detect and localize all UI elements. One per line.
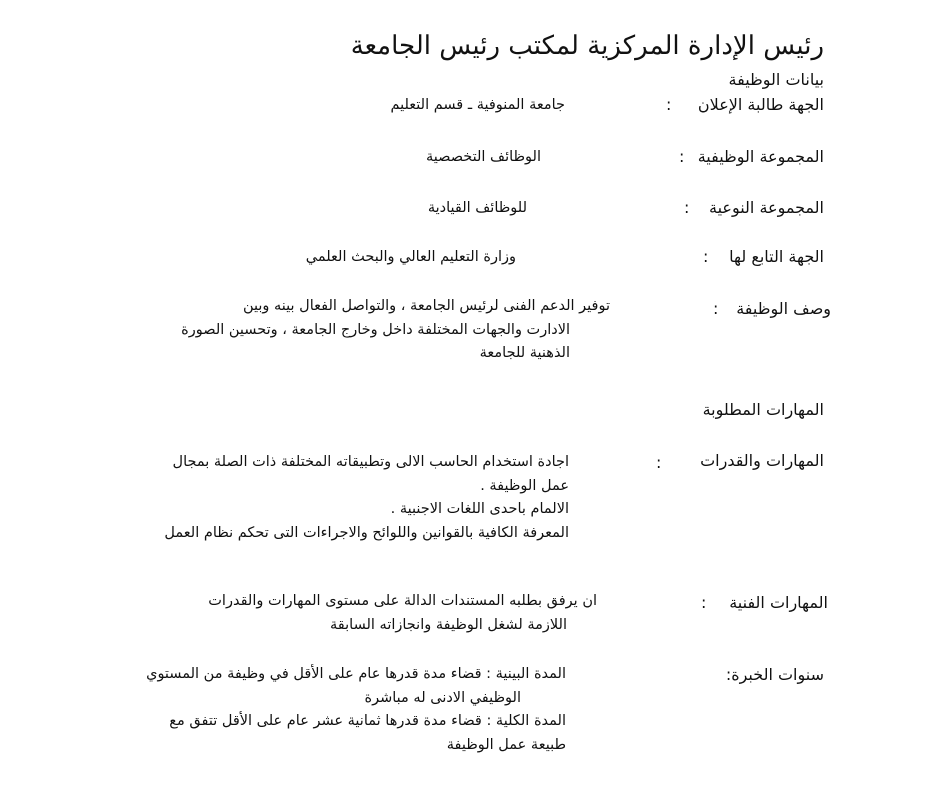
skills-line: المعرفة الكافية بالقوانين واللوائح والاجراءات التى تحكم نظام العمل — [164, 524, 569, 541]
type-group-colon: : — [684, 198, 690, 217]
experience-line: الوظيفي الادنى له مباشرة — [364, 689, 521, 706]
experience-value — [146, 663, 566, 757]
job-group-value: الوظائف التخصصية — [425, 149, 541, 165]
skills-line: اجادة استخدام الحاسب الالى وتطبيقاته المختلفة ذات الصلة بمجال — [172, 454, 569, 470]
authority-value: جامعة المنوفية ـ قسم التعليم — [390, 97, 565, 113]
description-line: توفير الدعم الفنى لرئيس الجامعة ، والتواصل الفعال بينه وبين — [242, 298, 610, 314]
description-value — [181, 295, 610, 366]
technical-label: المهارات الفنية — [729, 593, 828, 612]
skills-line: الالمام باحدى اللغات الاجنبية . — [390, 501, 569, 517]
affiliation-value: وزارة التعليم العالي والبحث العلمي — [305, 249, 516, 265]
experience-line: طبيعة عمل الوظيفة — [446, 736, 566, 753]
affiliation-label: الجهة التابع لها — [729, 247, 824, 266]
skills-colon: : — [656, 453, 662, 472]
job-group-label: المجموعة الوظيفية — [697, 147, 824, 166]
technical-value — [208, 590, 597, 637]
experience-line: المدة البينية : قضاء مدة قدرها عام على الأقل في وظيفة من المستوي — [146, 666, 566, 682]
type-group-value: للوظائف القيادية — [427, 200, 527, 216]
skills-heading: المهارات المطلوبة — [702, 400, 824, 419]
technical-line: ان يرفق بطلبه المستندات الدالة على مستوى المهارات والقدرات — [208, 593, 597, 609]
authority-label: الجهة طالبة الإعلان — [697, 95, 824, 114]
authority-colon: : — [666, 95, 672, 114]
affiliation-colon: : — [703, 247, 709, 266]
experience-line: المدة الكلية : قضاء مدة قدرها ثمانية عشر عام على الأقل تتفق مع — [169, 713, 566, 729]
skills-label: المهارات والقدرات — [700, 451, 824, 470]
skills-line: عمل الوظيفة . — [480, 477, 569, 494]
skills-value — [164, 451, 569, 545]
section-subtitle: بيانات الوظيفة — [728, 70, 824, 89]
job-group-colon: : — [679, 147, 685, 166]
technical-line: اللازمة لشغل الوظيفة وانجازاته السابقة — [330, 616, 567, 633]
description-colon: : — [713, 299, 719, 318]
description-line: الادارت والجهات المختلفة داخل وخارج الجامعة ، وتحسين الصورة — [181, 321, 570, 338]
experience-label: سنوات الخبرة: — [725, 665, 824, 684]
type-group-label: المجموعة النوعية — [709, 198, 824, 217]
page-title: رئيس الإدارة المركزية لمكتب رئيس الجامعة — [350, 31, 824, 61]
description-label: وصف الوظيفة — [736, 299, 831, 318]
technical-colon: : — [701, 593, 707, 612]
description-line: الذهنية للجامعة — [479, 345, 570, 361]
